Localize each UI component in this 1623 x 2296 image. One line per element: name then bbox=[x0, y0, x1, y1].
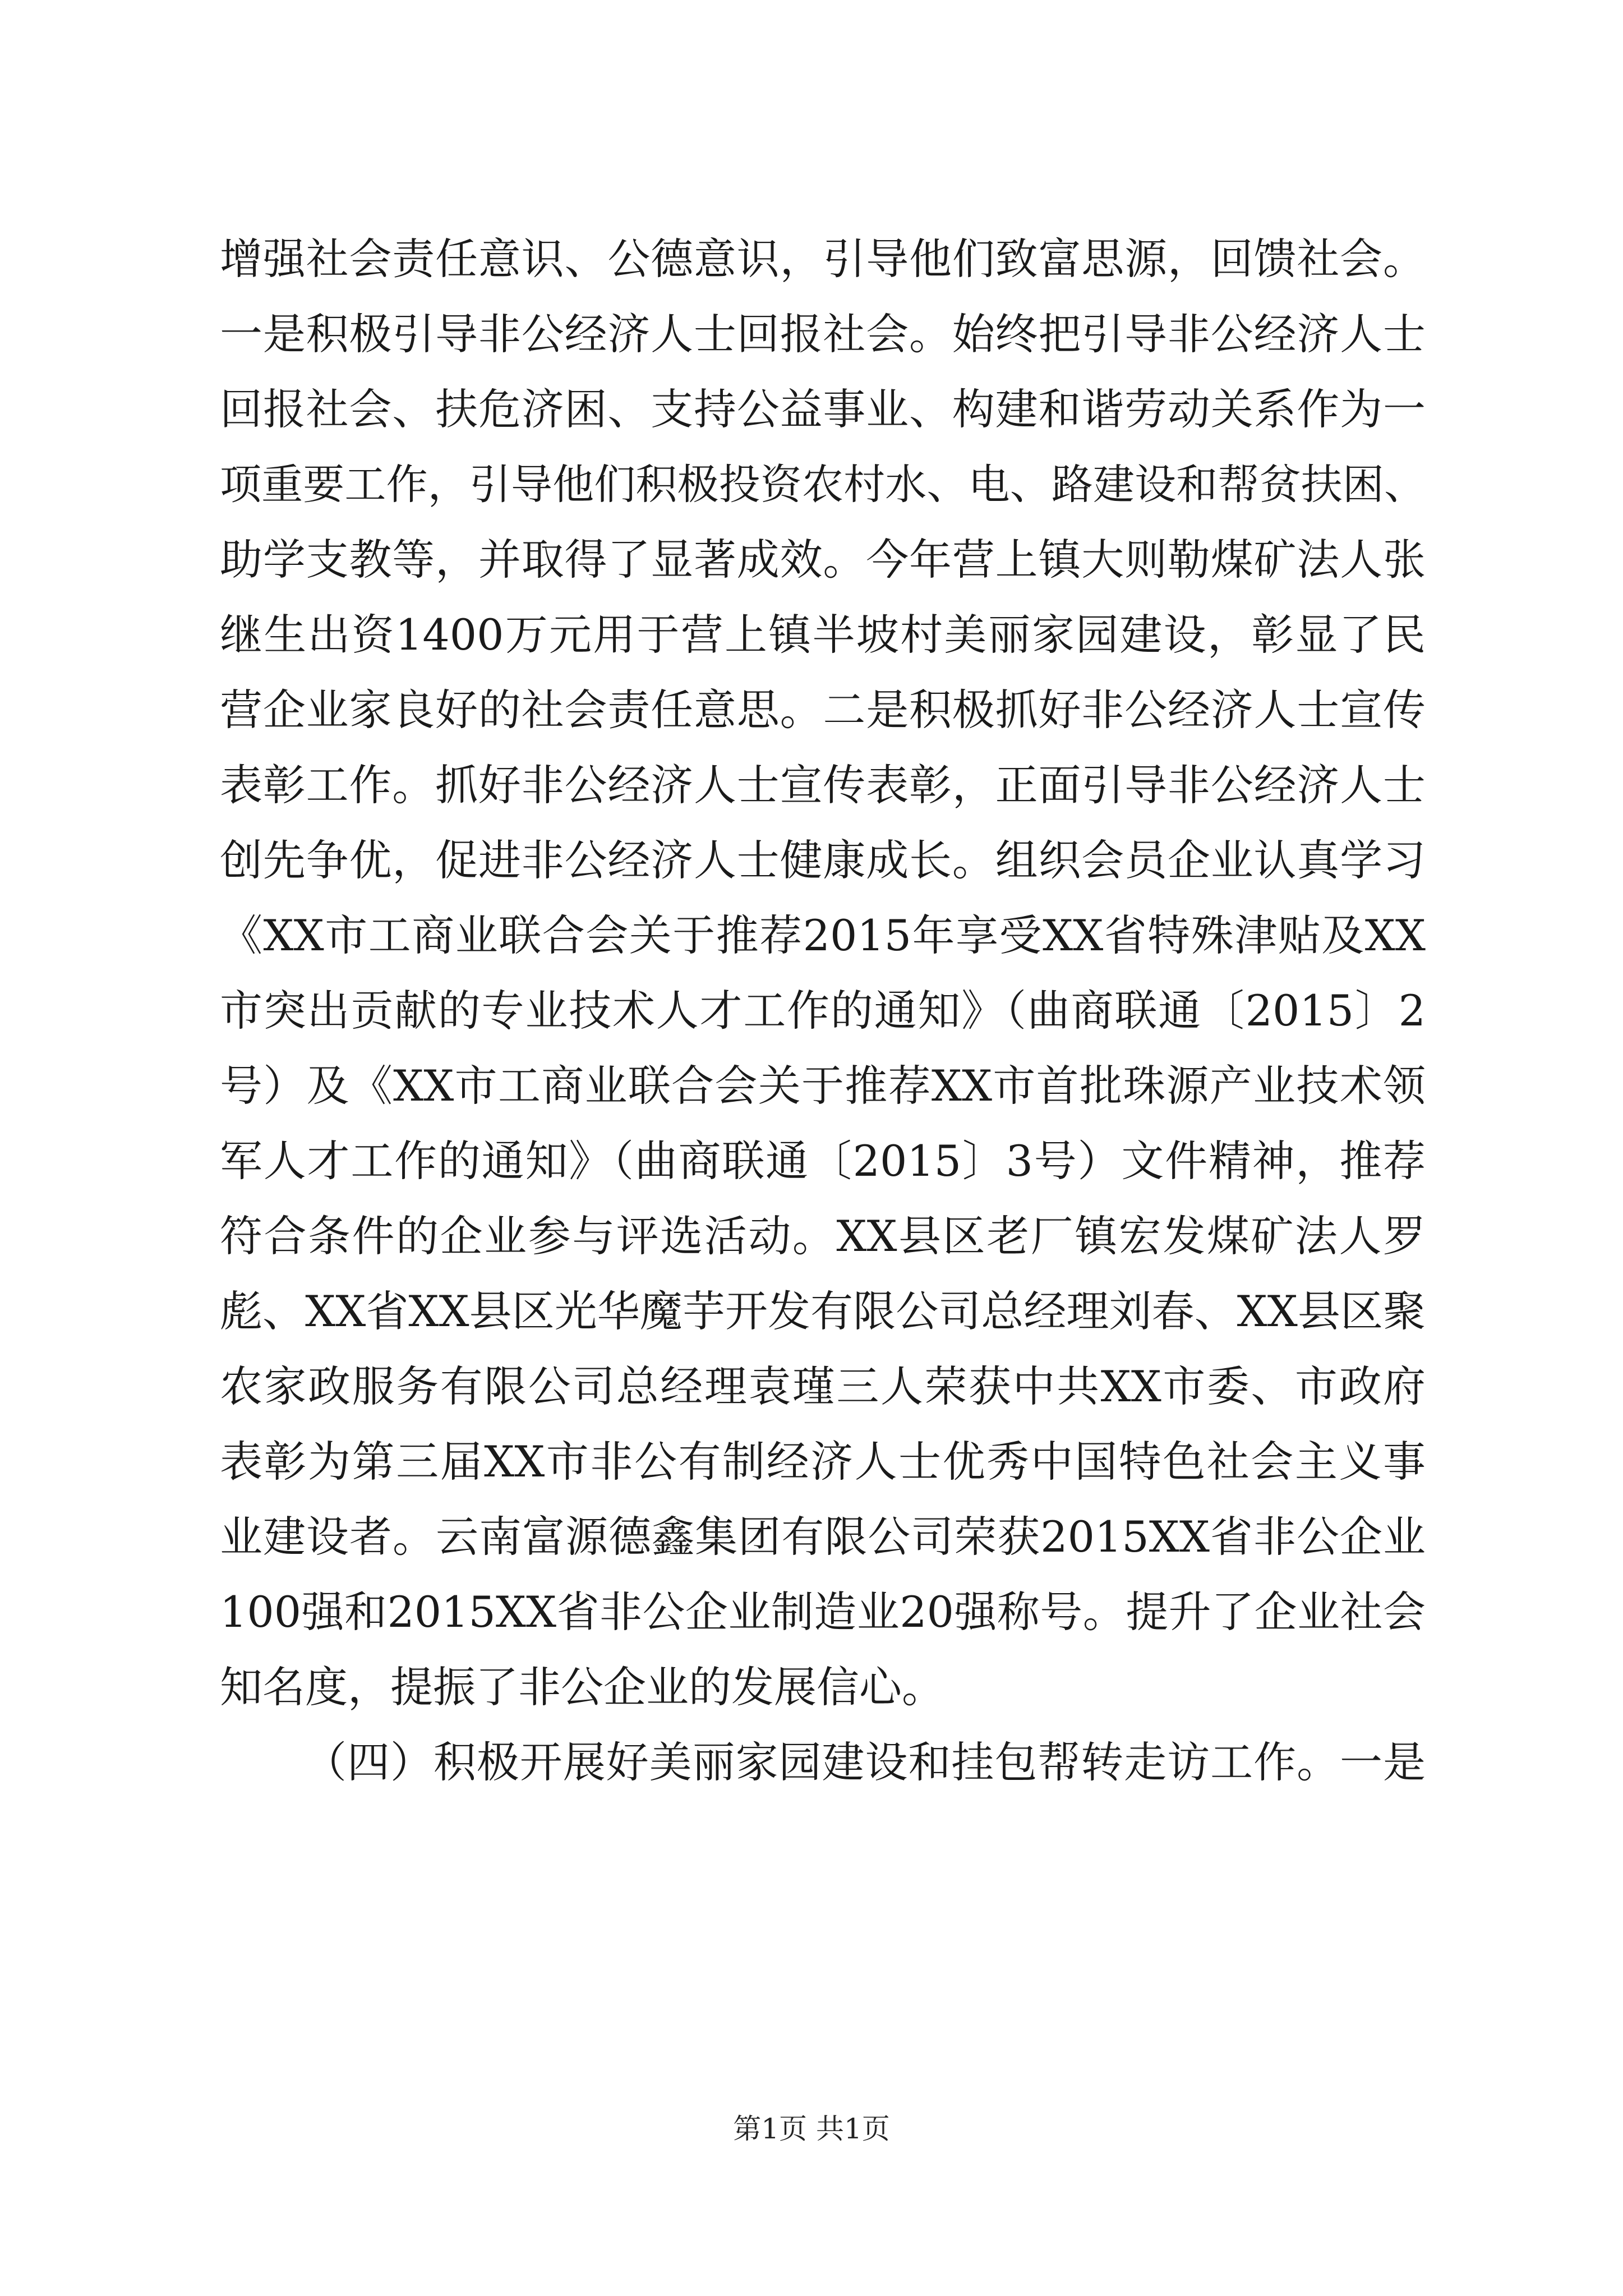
text-line: 100强和2015XX省非公企业制造业20强称号。提升了企业社会 bbox=[220, 1587, 1426, 1637]
text-line: 市突出贡献的专业技术人才工作的通知》（曲商联通〔2015〕2 bbox=[220, 986, 1426, 1036]
text-line: 继生出资1400万元用于营上镇半坡村美丽家园建设，彰显了民 bbox=[220, 610, 1426, 660]
text-line: 知名度，提振了非公企业的发展信心。 bbox=[220, 1662, 944, 1712]
text-line: 表彰工作。抓好非公经济人士宣传表彰，正面引导非公经济人士 bbox=[220, 760, 1426, 810]
text-line: 符合条件的企业参与评选活动。XX县区老厂镇宏发煤矿法人罗 bbox=[220, 1211, 1426, 1261]
text-line: 创先争优，促进非公经济人士健康成长。组织会员企业认真学习 bbox=[220, 835, 1426, 885]
text-line: 军人才工作的通知》（曲商联通〔2015〕3号）文件精神，推荐 bbox=[220, 1136, 1426, 1186]
text-line: 号）及《XX市工商业联合会关于推荐XX市首批珠源产业技术领 bbox=[220, 1061, 1426, 1111]
text-line: 《XX市工商业联合会关于推荐2015年享受XX省特殊津贴及XX bbox=[220, 910, 1426, 960]
text-line: 增强社会责任意识、公德意识，引导他们致富思源，回馈社会。 bbox=[220, 234, 1426, 284]
text-line: 一是积极引导非公经济人士回报社会。始终把引导非公经济人士 bbox=[220, 309, 1426, 359]
text-line: 农家政服务有限公司总经理袁瑾三人荣获中共XX市委、市政府 bbox=[220, 1361, 1426, 1411]
page-footer: 第1页 共1页 bbox=[733, 2113, 890, 2145]
body-text bbox=[220, 222, 1426, 1800]
text-line: 彪、XX省XX县区光华魔芋开发有限公司总经理刘春、XX县区聚 bbox=[220, 1286, 1426, 1336]
text-line: 表彰为第三届XX市非公有制经济人士优秀中国特色社会主义事 bbox=[220, 1437, 1426, 1487]
text-line: 营企业家良好的社会责任意思。二是积极抓好非公经济人士宣传 bbox=[220, 685, 1426, 735]
section-heading-line: （四）积极开展好美丽家园建设和挂包帮转走访工作。一是 bbox=[304, 1737, 1426, 1787]
text-line: 助学支教等，并取得了显著成效。今年营上镇大则勒煤矿法人张 bbox=[220, 535, 1426, 585]
text-line: 项重要工作，引导他们积极投资农村水、电、路建设和帮贫扶困、 bbox=[220, 461, 1426, 509]
text-line: 回报社会、扶危济困、支持公益事业、构建和谐劳动关系作为一 bbox=[220, 384, 1426, 434]
text-line: 业建设者。云南富源德鑫集团有限公司荣获2015XX省非公企业 bbox=[220, 1512, 1426, 1562]
